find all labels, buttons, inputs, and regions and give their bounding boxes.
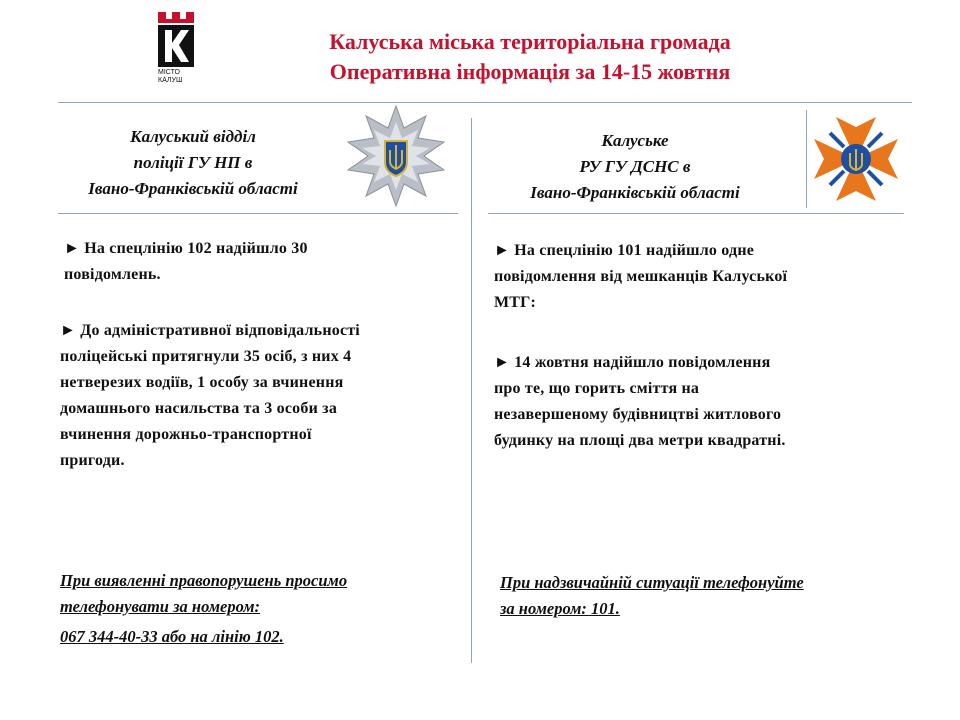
- header-divider: [58, 102, 912, 103]
- police-department-name: Калуський відділ поліції ГУ НП в Івано-Франківській області: [88, 127, 298, 198]
- police-emblem: [342, 104, 450, 208]
- page-title: Калуська міська територіальна громада: [329, 29, 731, 54]
- police-header-divider: [58, 213, 458, 214]
- police-contact-note: При виявленні правопорушень просимо телефонувати за номером:: [60, 571, 348, 616]
- police-phone-number: 067 344-40-33 або на лінію 102.: [60, 627, 284, 646]
- dsns-header-divider: [488, 213, 904, 214]
- police-liability-paragraph: ► До адміністративної відповідальності поліцейські притягнули 35 осіб, з них 4 нетверезих водіїв, 1 особу за вчинення домашнього насильства та 3 особи за вчинення дорожньо-транспортної пригоди.: [60, 322, 360, 469]
- column-divider: [471, 118, 472, 663]
- police-calls-paragraph: ► На спецлінію 102 надійшло 30 повідомлень.: [64, 240, 308, 283]
- dsns-emblem: [806, 110, 905, 208]
- dsns-fire-paragraph: ► 14 жовтня надійшло повідомлення про те, що горить сміття на незавершеному будівництві житлового будинку на площі два метри квадратні.: [494, 354, 786, 449]
- police-star-icon: [342, 104, 450, 208]
- logo-text-line2: КАЛУШ: [158, 77, 183, 84]
- dsns-calls-paragraph: ► На спецлінію 101 надійшло одне повідомлення від мешканців Калуської МТГ:: [494, 242, 788, 311]
- city-logo: [150, 8, 202, 92]
- dsns-contact-note: При надзвичайній ситуації телефонуйте за номером: 101.: [500, 573, 804, 618]
- dsns-cross-icon: [807, 110, 905, 208]
- dsns-department-name: Калуське РУ ГУ ДСНС в Івано-Франківській області: [530, 131, 740, 202]
- page-subtitle: Оперативна інформація за 14-15 жовтня: [329, 59, 731, 84]
- logo-text-line1: МІСТО: [158, 69, 181, 76]
